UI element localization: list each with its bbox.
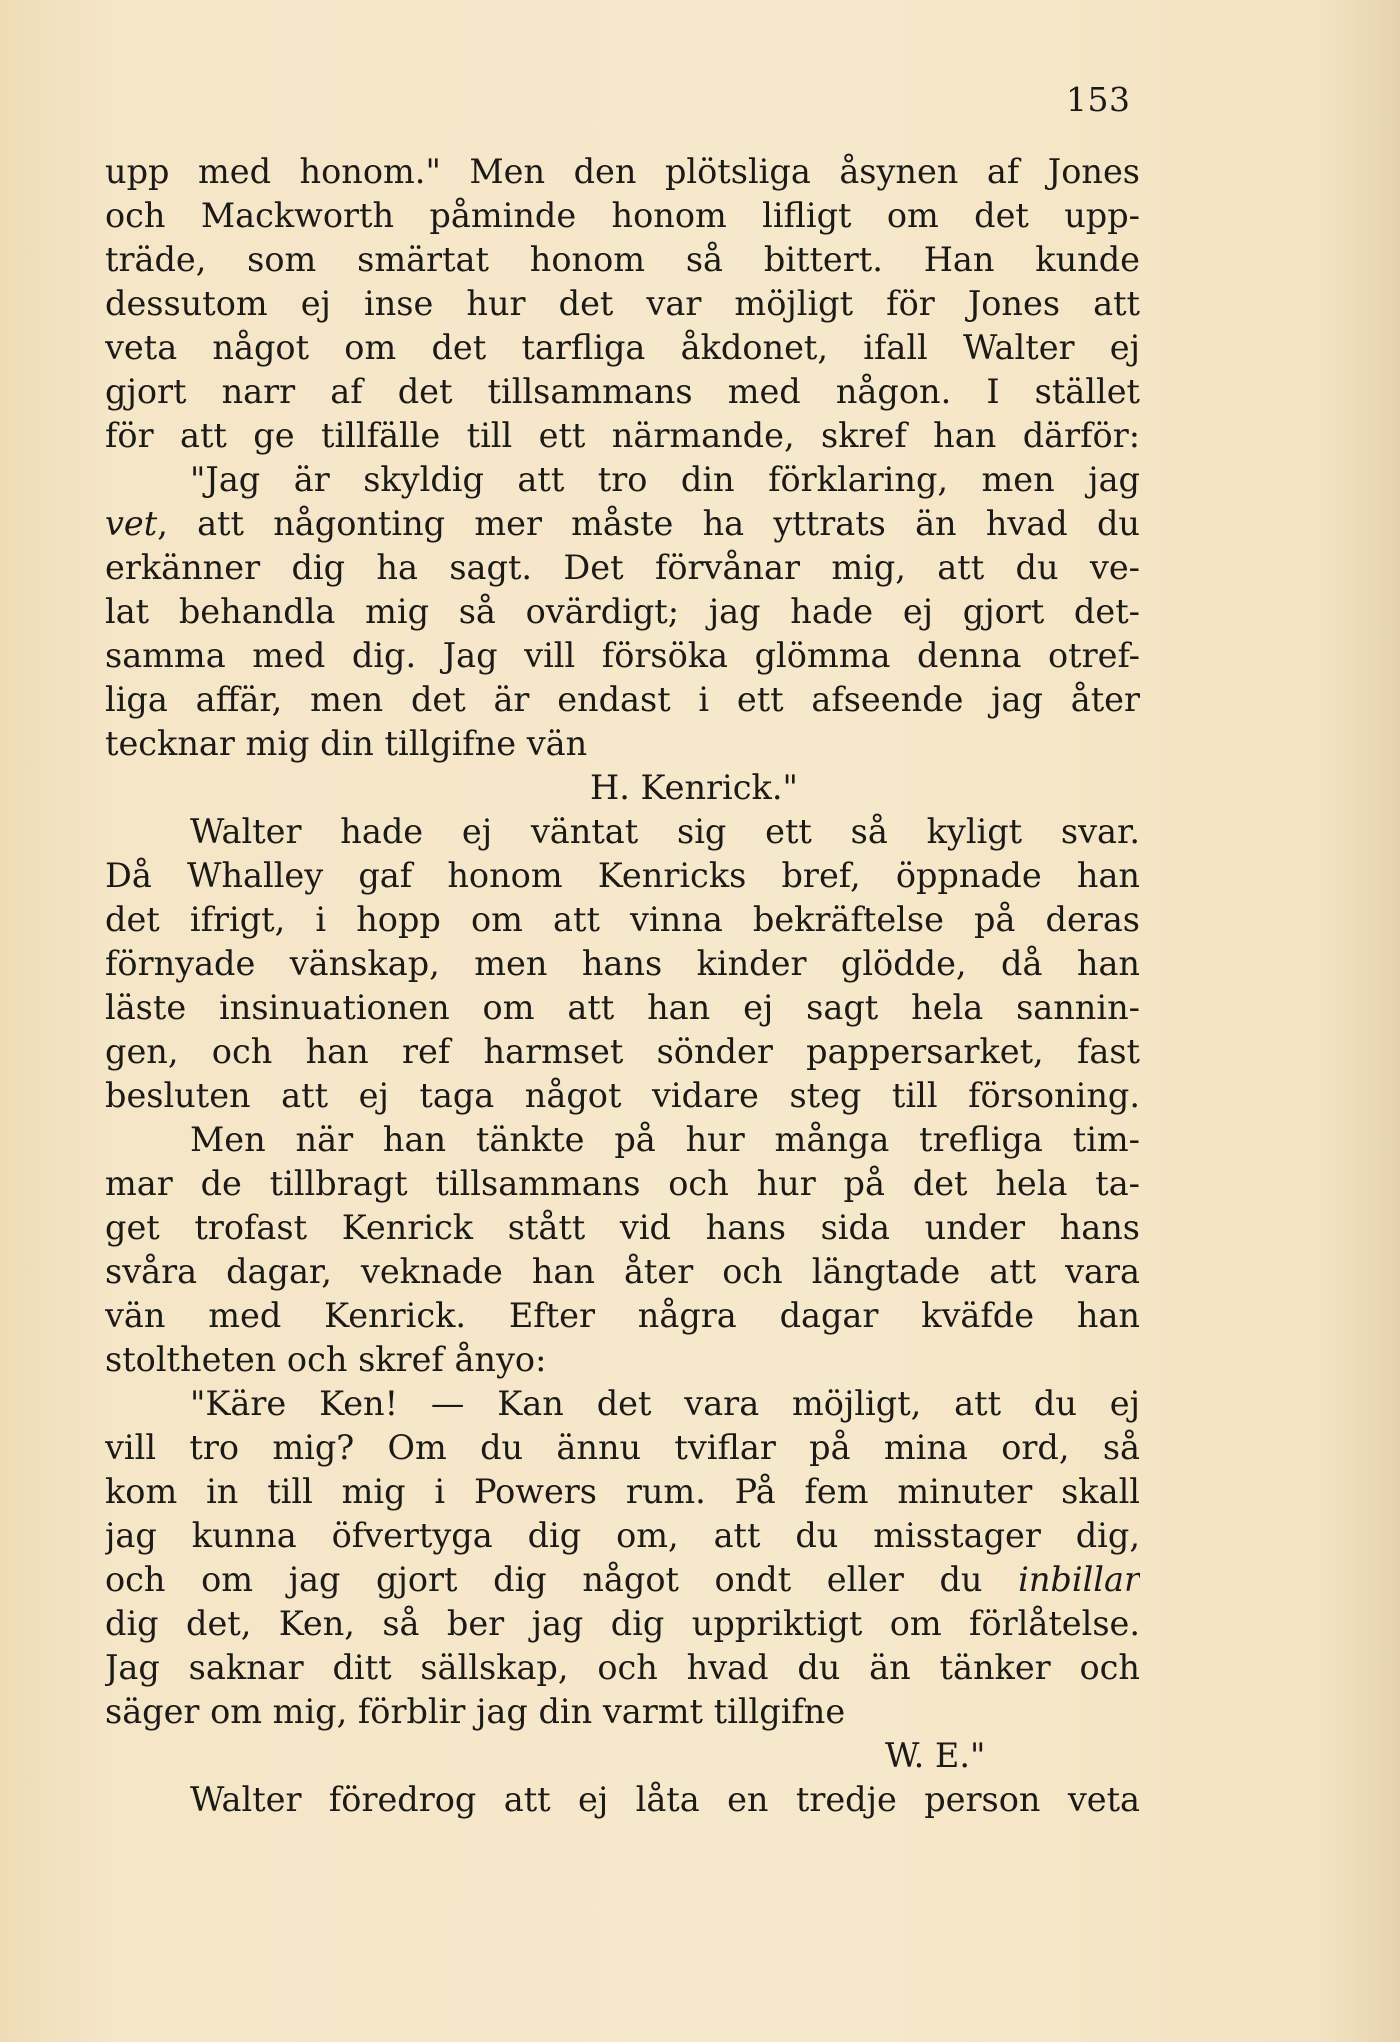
text-line: vän med Kenrick. Efter några dagar kväfde han — [105, 1296, 1140, 1335]
text-line: det ifrigt, i hopp om att vinna bekräftelse på deras — [105, 900, 1140, 939]
emphasis: vet — [105, 504, 158, 543]
text-line: tecknar mig din tillgifne vän — [105, 724, 588, 763]
body-text — [105, 150, 1140, 1822]
text-line: dessutom ej inse hur det var möjligt för Jones att — [105, 284, 1140, 323]
text-line: säger om mig, förblir jag din varmt tillgifne — [105, 1692, 846, 1731]
signature-line: W. E." — [885, 1736, 986, 1775]
text-line: och om jag gjort dig något ondt eller du inbillar — [105, 1560, 1140, 1599]
text-line: gjort narr af det tillsammans med någon. I stället — [105, 372, 1140, 411]
text-line: vill tro mig? Om du ännu tviflar på mina ord, så — [105, 1428, 1140, 1467]
text-line: kom in till mig i Powers rum. På fem minuter skall — [105, 1472, 1140, 1511]
text-line: gen, och han ref harmset sönder pappersarket, fast — [105, 1032, 1140, 1071]
text-line: Men när han tänkte på hur många trefliga tim- — [190, 1120, 1140, 1159]
text-line: samma med dig. Jag vill försöka glömma denna otref- — [105, 636, 1140, 675]
text-line: besluten att ej taga något vidare steg till försoning. — [105, 1076, 1140, 1115]
page-edge-shadow — [1320, 0, 1400, 2042]
text-line: för att ge tillfälle till ett närmande, skref han därför: — [105, 416, 1140, 455]
text-line: mar de tillbragt tillsammans och hur på det hela ta- — [105, 1164, 1140, 1203]
text-line: "Jag är skyldig att tro din förklaring, men jag — [190, 460, 1140, 499]
text-line: "Käre Ken! — Kan det vara möjligt, att du ej — [190, 1384, 1140, 1423]
text-line: dig det, Ken, så ber jag dig uppriktigt om förlåtelse. — [105, 1604, 1140, 1643]
text-line: stoltheten och skref ånyo: — [105, 1340, 547, 1379]
text-line: lat behandla mig så ovärdigt; jag hade ej gjort det- — [105, 592, 1140, 631]
text-line: Walter hade ej väntat sig ett så kyligt svar. — [190, 812, 1140, 851]
text-line: svåra dagar, veknade han åter och längtade att vara — [105, 1252, 1140, 1291]
text-line: veta något om det tarfliga åkdonet, ifall Walter ej — [105, 328, 1140, 367]
text-line: jag kunna öfvertyga dig om, att du misstager dig, — [105, 1516, 1140, 1555]
text-line: läste insinuationen om att han ej sagt hela sannin- — [105, 988, 1140, 1027]
text-line: vet, att någonting mer måste ha yttrats än hvad du — [105, 504, 1140, 543]
page-number: 153 — [1066, 80, 1131, 119]
text-line: get trofast Kenrick stått vid hans sida under hans — [105, 1208, 1140, 1247]
text-line: upp med honom." Men den plötsliga åsynen af Jones — [105, 152, 1140, 191]
text-line: förnyade vänskap, men hans kinder glödde, då han — [105, 944, 1140, 983]
text-line: träde, som smärtat honom så bittert. Han kunde — [105, 240, 1140, 279]
emphasis: inbillar — [1018, 1560, 1140, 1599]
text-line: erkänner dig ha sagt. Det förvånar mig, att du ve- — [105, 548, 1140, 587]
text-line: och Mackworth påminde honom lifligt om det upp- — [105, 196, 1140, 235]
text-line: liga affär, men det är endast i ett afseende jag åter — [105, 680, 1140, 719]
signature-line: H. Kenrick." — [590, 768, 798, 807]
text-line: Jag saknar ditt sällskap, och hvad du än tänker och — [105, 1648, 1140, 1687]
text-line: Då Whalley gaf honom Kenricks bref, öppnade han — [105, 856, 1140, 895]
text-line: Walter föredrog att ej låta en tredje person veta — [190, 1780, 1140, 1819]
